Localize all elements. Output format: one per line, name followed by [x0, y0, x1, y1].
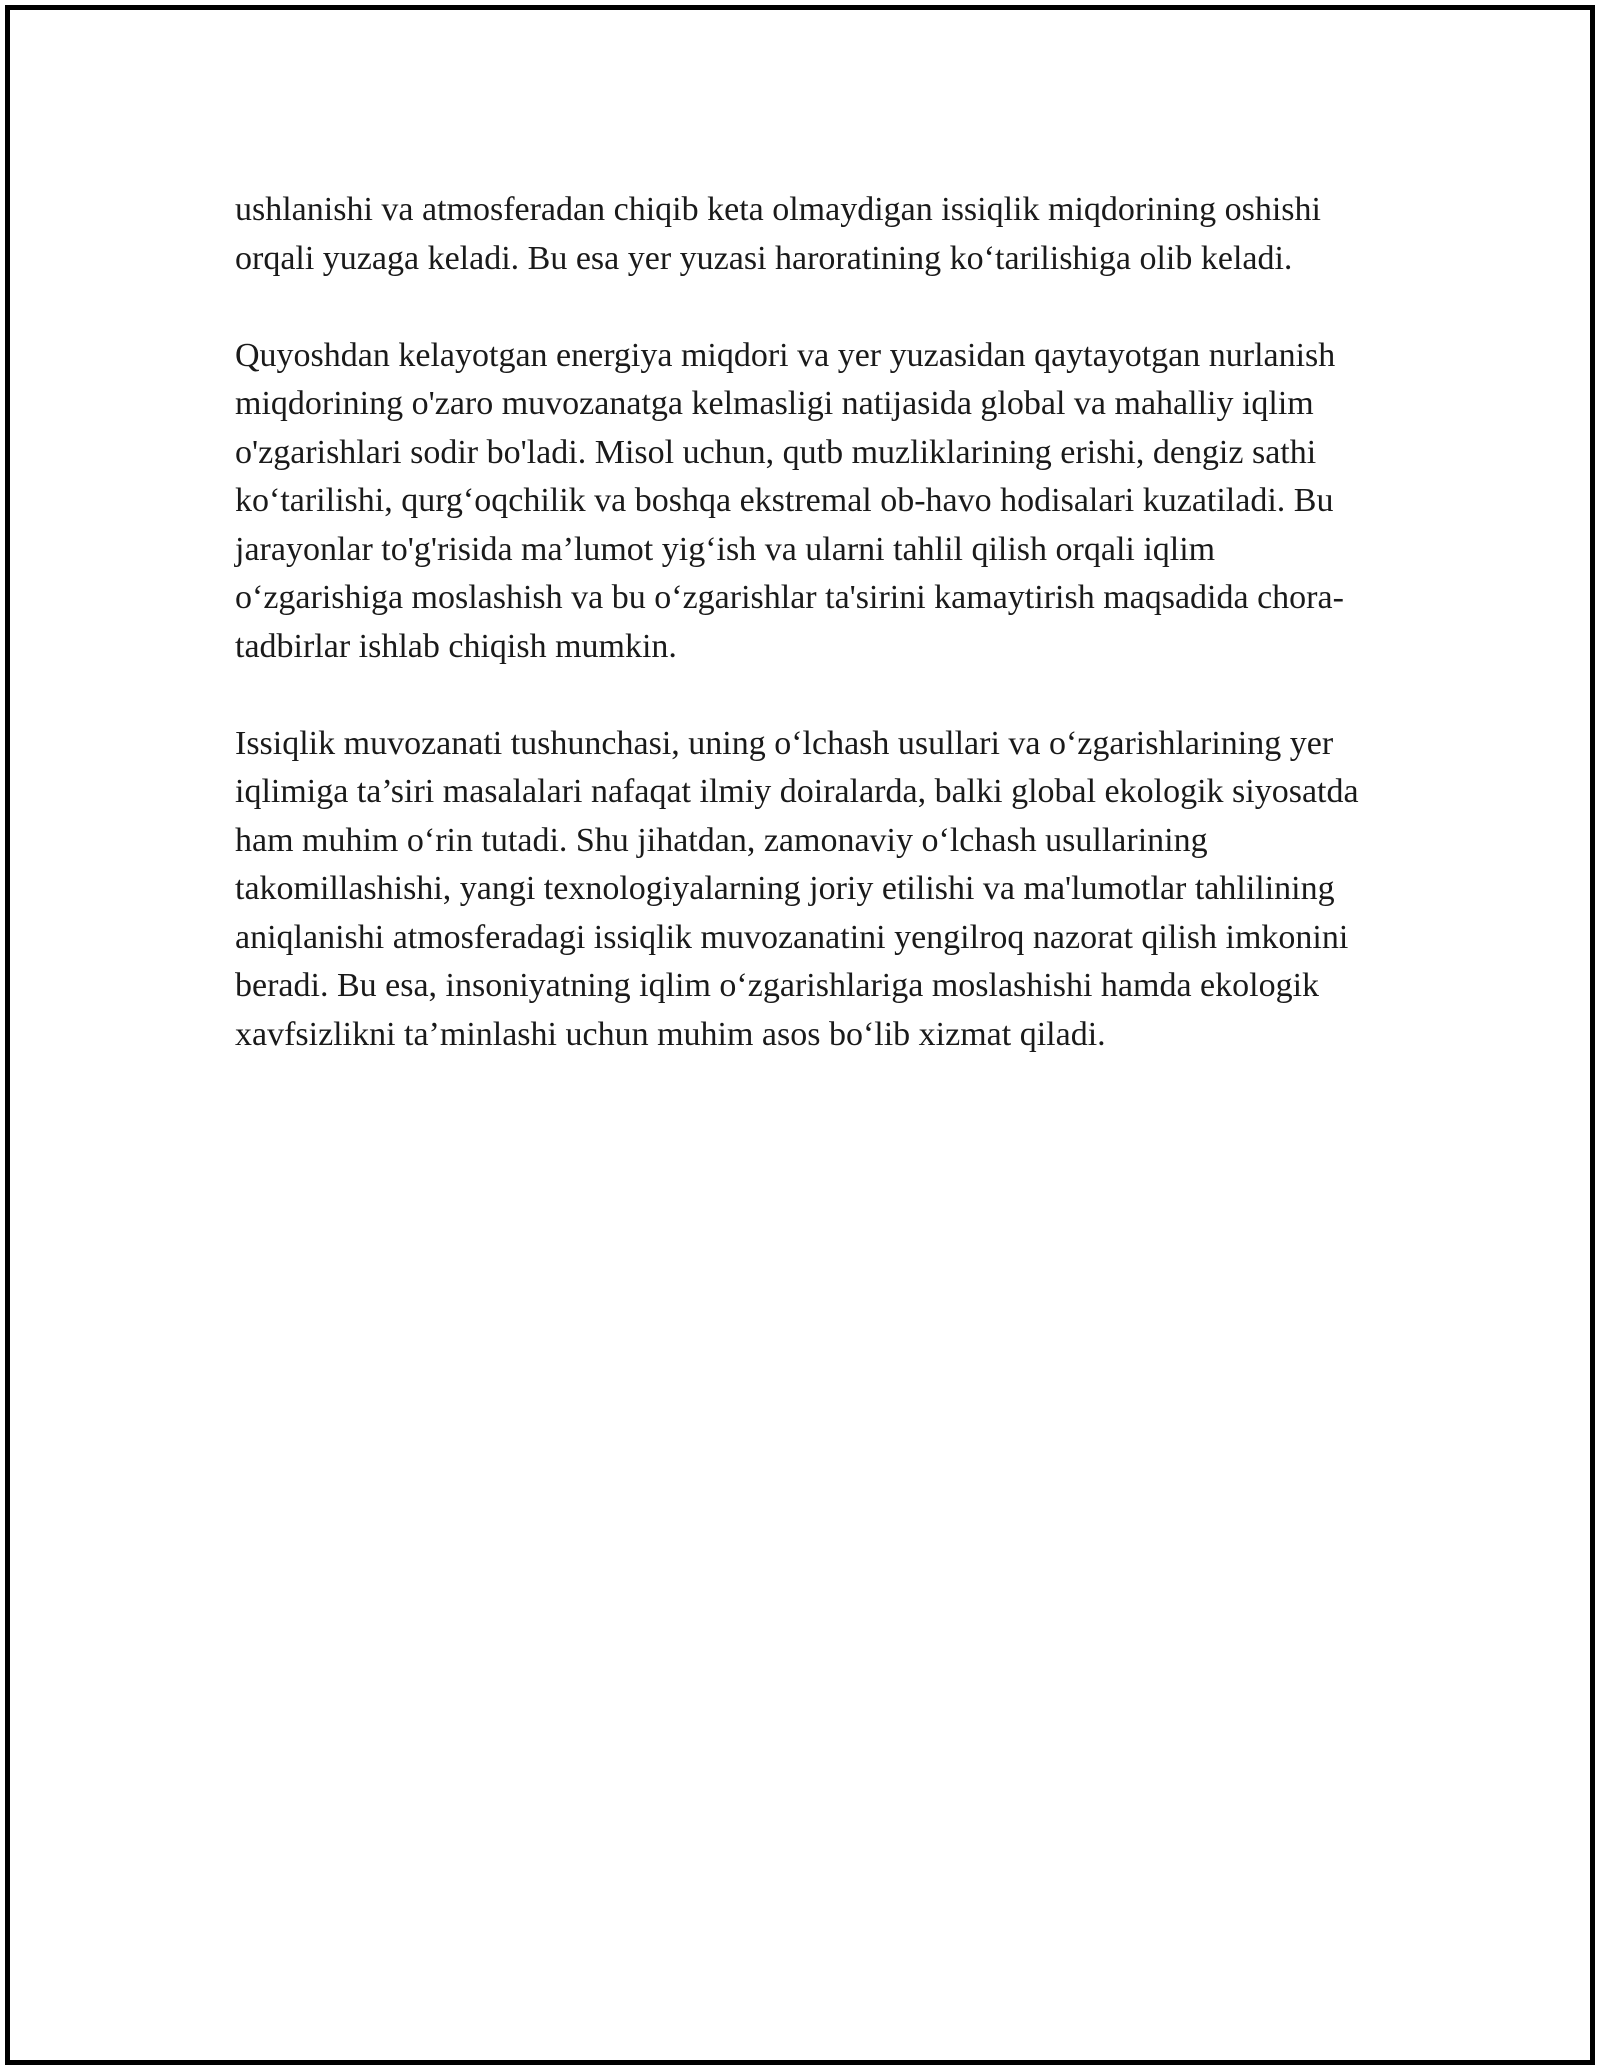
paragraph-3: Issiqlik muvozanati tushunchasi, uning o‘lchash usullari va o‘zgarishlarining yer iqlimiga ta’siri masalalari nafaqat ilmiy doiralarda, balki global ekologik siyosatda ham muhim o‘rin tutadi. Shu jihatdan, zamonaviy o‘lchash usullarining takomillashishi, yangi texnologiyalarning joriy etilishi va ma'lumotlar tahlilining aniqlanishi atmosferadagi issiqlik muvozanatini yengilroq nazorat qilish imkonini beradi. Bu esa, insoniyatning iqlim o‘zgarishlariga moslashishi hamda ekologik xavfsizlikni ta’minlashi uchun muhim asos bo‘lib xizmat qiladi. [235, 724, 1359, 1053]
paragraph-2: Quyoshdan kelayotgan energiya miqdori va yer yuzasidan qaytayotgan nurlanish miqdorining o'zaro muvozanatga kelmasligi natijasida global va mahalliy iqlim o'zgarishlari sodir bo'ladi. Misol uchun, qutb muzliklarining erishi, dengiz sathi ko‘tarilishi, qurg‘oqchilik va boshqa ekstremal ob-havo hodisalari kuzatiladi. Bu jarayonlar to'g'risida ma’lumot yig‘ish va ularni tahlil qilish orqali iqlim o‘zgarishiga moslashish va bu o‘zgarishlar ta'sirini kamaytirish maqsadida chora-tadbirlar ishlab chiqish mumkin. [235, 336, 1344, 665]
paragraph-1: ushlanishi va atmosferadan chiqib keta olmaydigan issiqlik miqdorining oshishi orqali yuzaga keladi. Bu esa yer yuzasi haroratining ko‘tarilishiga olib keladi. [235, 191, 1321, 277]
document-body [235, 186, 1375, 1108]
